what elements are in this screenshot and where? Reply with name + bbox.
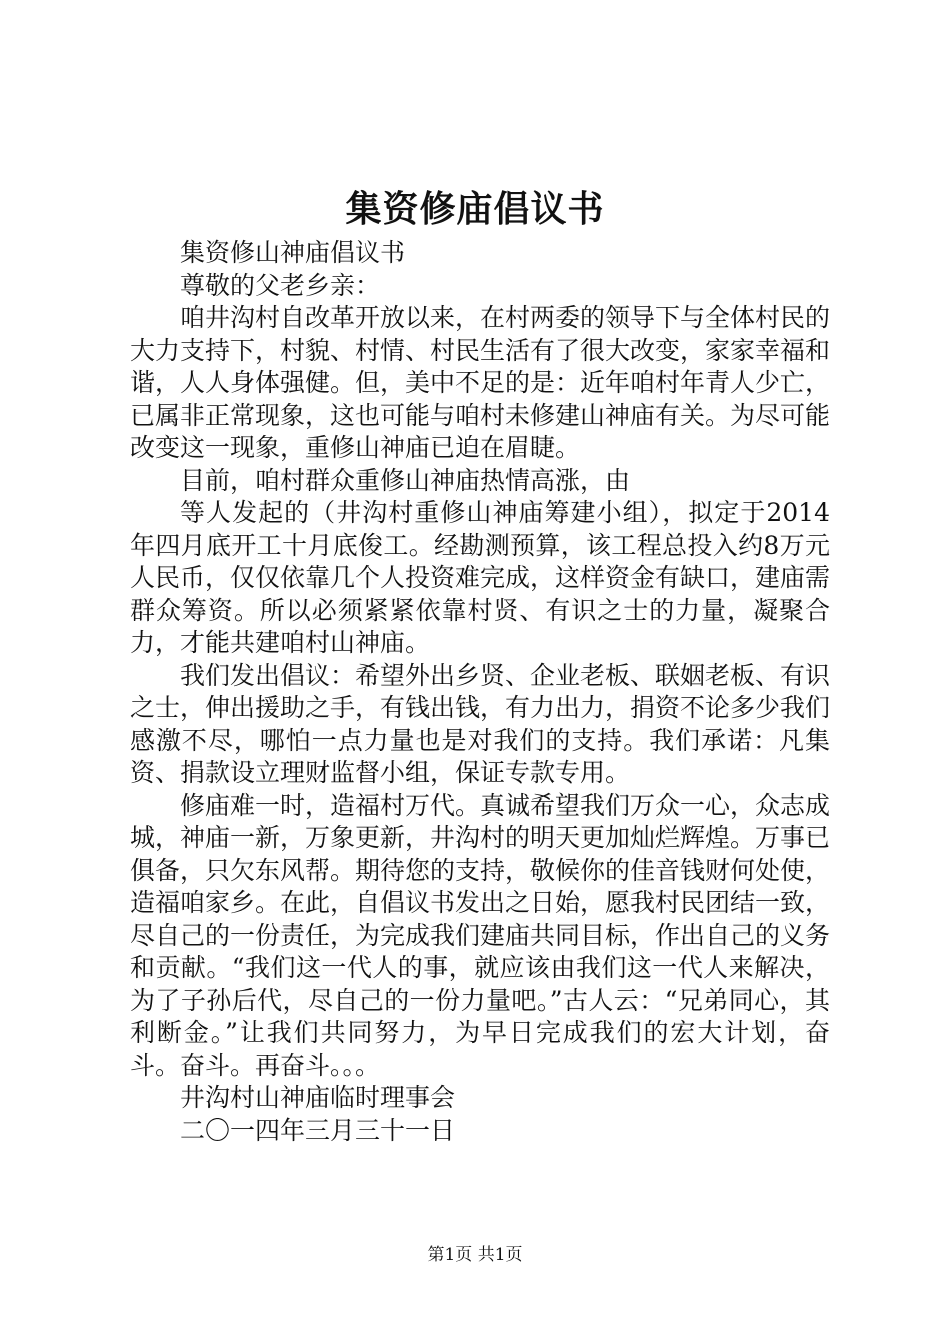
document-body (130, 237, 830, 1147)
subtitle-line: 集资修山神庙倡议书 (180, 238, 406, 267)
paragraph-appeal: 修庙难一时，造福村万代。真诚希望我们万众一心，众志成城，神庙一新，万象更新，井沟村的明天更加灿烂辉煌。万事已俱备，只欠东风帮。期待您的支持，敬候你的佳音钱财何处使，造福咱家乡。在此，自倡议书发出之日始，愿我村民团结一致，尽自己的一份责任，为完成我们建庙共同目标，作出自己的义务和贡献。“我们这一代人的事，就应该由我们这一代人来解决，为了子孙后代，尽自己的一份力量吧。”古人云：“兄弟同心，其利断金。”让我们共同努力，为早日完成我们的宏大计划，奋斗。奋斗。再奋斗。。。 (130, 790, 831, 1080)
paragraph-intro: 咱井沟村自改革开放以来，在村两委的领导下与全体村民的大力支持下，村貌、村情、村民生活有了很大改变，家家幸福和谐，人人身体强健。但，美中不足的是：近年咱村年青人少亡，已属非正常现象，这也可能与咱村未修建山神庙有关。为尽可能改变这一现象，重修山神庙已迫在眉睫。 (130, 303, 831, 462)
paragraph-plan: 等人发起的（井沟村重修山神庙筹建小组），拟定于2014年四月底开工十月底俊工。经勘测预算，该工程总投入约8万元人民币，仅仅依靠几个人投资难完成，这样资金有缺口，建庙需群众筹资。所以必须紧紧依靠村贤、有识之士的力量，凝聚合力，才能共建咱村山神庙。 (130, 498, 831, 657)
paragraph-current-status: 目前，咱村群众重修山神庙热情高涨，由 (180, 465, 631, 495)
signature-date: 二〇一四年三月三十一日 (180, 1115, 456, 1145)
page-footer: 第1页 共1页 (427, 1245, 523, 1265)
paragraph-proposal: 我们发出倡议：希望外出乡贤、企业老板、联姻老板、有识之士，伸出援助之手，有钱出钱，有力出力，捐资不论多少我们感激不尽，哪怕一点力量也是对我们的支持。我们承诺：凡集资、捐款设立理财监督小组，保证专款专用。 (130, 660, 831, 787)
signature-organization: 井沟村山神庙临时理事会 (180, 1083, 456, 1112)
document-title: 集资修庙倡议书 (345, 188, 605, 230)
salutation: 尊敬的父老乡亲： (180, 270, 381, 300)
